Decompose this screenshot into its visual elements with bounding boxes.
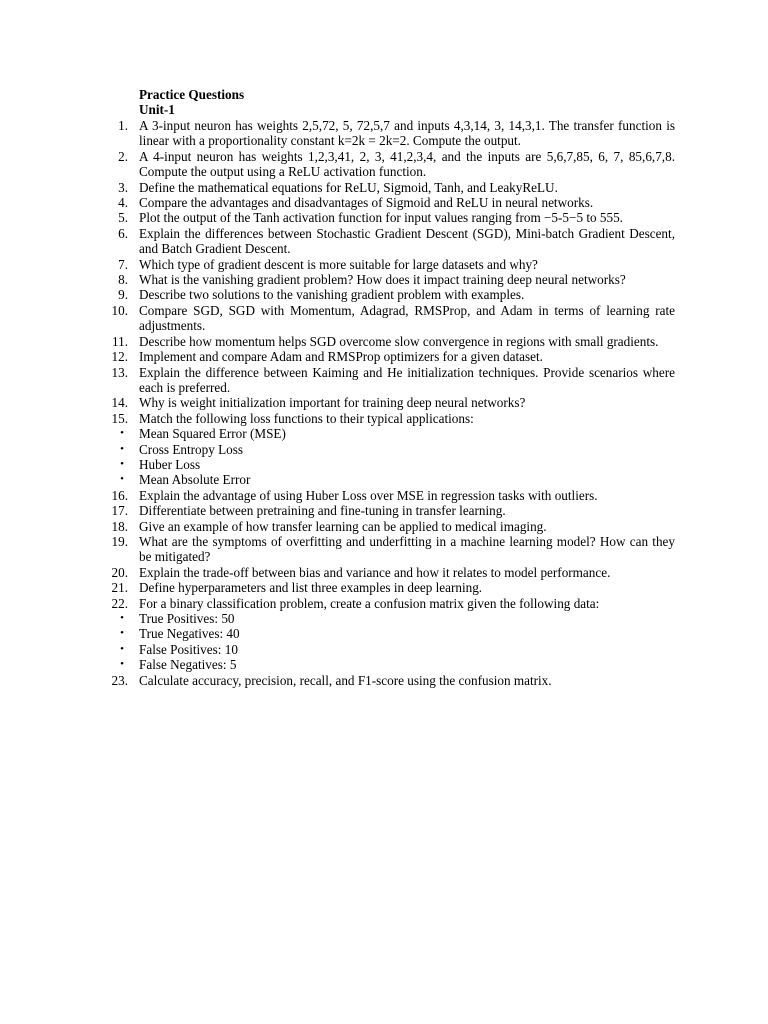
item-text: Differentiate between pretraining and fine-tuning in transfer learning. xyxy=(139,503,506,519)
item-number: 8. xyxy=(118,272,128,288)
bullet-item xyxy=(0,626,675,641)
list-item xyxy=(0,395,675,410)
list-item xyxy=(0,673,675,688)
item-text: Compare SGD, SGD with Momentum, Adagrad, RMSProp, and Adam in terms of learning rate adjustments. xyxy=(139,302,675,334)
list-item xyxy=(0,226,675,257)
item-text: Mean Squared Error (MSE) xyxy=(139,426,286,442)
question-list xyxy=(0,118,768,688)
bullet-item xyxy=(0,472,675,487)
list-item xyxy=(0,534,675,565)
list-item xyxy=(0,257,675,272)
list-item xyxy=(0,365,675,396)
item-number: 23. xyxy=(111,672,128,688)
item-text: Describe how momentum helps SGD overcome slow convergence in regions with small gradients. xyxy=(139,333,659,349)
list-item xyxy=(0,565,675,580)
item-text: Give an example of how transfer learning can be applied to medical imaging. xyxy=(139,518,547,534)
item-number: 18. xyxy=(111,518,128,534)
item-text: Explain the trade-off between bias and variance and how it relates to model performance. xyxy=(139,564,611,580)
item-number: 9. xyxy=(118,287,128,303)
item-text: Match the following loss functions to their typical applications: xyxy=(139,410,474,426)
item-number: 19. xyxy=(111,533,128,549)
list-item xyxy=(0,580,675,595)
item-text: True Positives: 50 xyxy=(139,611,235,626)
item-text: Compare the advantages and disadvantages of Sigmoid and ReLU in neural networks. xyxy=(139,195,594,211)
bullet-item xyxy=(0,657,675,672)
item-number: 5. xyxy=(118,210,128,226)
bullet-marker: • xyxy=(120,627,124,640)
list-item xyxy=(0,503,675,518)
item-number: 15. xyxy=(111,410,128,426)
item-text: Huber Loss xyxy=(139,456,201,472)
list-item xyxy=(0,349,675,364)
item-number: 16. xyxy=(111,487,128,503)
item-number: 10. xyxy=(111,302,128,318)
item-number: 12. xyxy=(111,349,128,365)
item-text: Explain the differences between Stochastic Gradient Descent (SGD), Mini-batch Gradient Descent, and Batch Gradient Descent. xyxy=(139,225,675,257)
list-item xyxy=(0,118,675,149)
item-text: Cross Entropy Loss xyxy=(139,441,244,457)
list-item xyxy=(0,303,675,334)
item-text: Describe two solutions to the vanishing gradient problem with examples. xyxy=(139,287,525,303)
list-item xyxy=(0,334,675,349)
item-number: 21. xyxy=(111,580,128,596)
item-number: 6. xyxy=(118,225,128,241)
bullet-marker: • xyxy=(120,612,124,624)
item-number: 2. xyxy=(118,148,128,164)
list-item xyxy=(0,149,675,180)
item-text: Define hyperparameters and list three examples in deep learning. xyxy=(139,580,483,596)
bullet-marker: • xyxy=(120,457,124,470)
bullet-item xyxy=(0,457,675,472)
item-number: 14. xyxy=(111,395,128,411)
item-text: Mean Absolute Error xyxy=(139,472,251,488)
bullet-item xyxy=(0,426,675,441)
item-text: Plot the output of the Tanh activation function for input values ranging from −5-5−5 to 555. xyxy=(139,210,623,226)
document-title: Practice Questions xyxy=(139,87,245,102)
list-item xyxy=(0,195,675,210)
bullet-item xyxy=(0,442,675,457)
item-text: What is the vanishing gradient problem? How does it impact training deep neural networks? xyxy=(139,272,626,288)
bullet-marker: • xyxy=(120,642,124,655)
unit-heading: Unit-1 xyxy=(139,102,175,118)
list-item xyxy=(0,210,675,225)
item-number: 4. xyxy=(118,195,128,211)
item-text: Calculate accuracy, precision, recall, and F1-score using the confusion matrix. xyxy=(139,672,552,688)
item-text: Implement and compare Adam and RMSProp optimizers for a given dataset. xyxy=(139,349,543,365)
item-number: 3. xyxy=(118,179,128,195)
item-number: 13. xyxy=(111,364,128,380)
bullet-marker: • xyxy=(120,427,124,440)
item-text: A 4-input neuron has weights 1,2,3,41, 2, 3, 41,2,3,4, and the inputs are 5,6,7,85, 6, 7, 85,6,7,8. Compute the output using a ReLU activation function. xyxy=(139,148,675,180)
item-number: 22. xyxy=(111,595,128,611)
bullet-item xyxy=(0,611,675,626)
bullet-marker: • xyxy=(120,473,124,486)
list-item xyxy=(0,180,675,195)
item-text: False Positives: 10 xyxy=(139,641,238,657)
item-text: Which type of gradient descent is more suitable for large datasets and why? xyxy=(139,256,538,272)
item-text: Why is weight initialization important for training deep neural networks? xyxy=(139,395,526,411)
item-text: Define the mathematical equations for ReLU, Sigmoid, Tanh, and LeakyReLU. xyxy=(139,179,558,195)
item-number: 11. xyxy=(112,333,128,349)
list-item xyxy=(0,411,675,426)
item-text: What are the symptoms of overfitting and underfitting in a machine learning model? How can they be mitigated? xyxy=(139,533,675,565)
item-text: Explain the difference between Kaiming and He initialization techniques. Provide scenarios where each is preferred. xyxy=(139,364,675,395)
bullet-item xyxy=(0,642,675,657)
item-number: 1. xyxy=(118,118,128,133)
list-item xyxy=(0,287,675,302)
list-item xyxy=(0,272,675,287)
item-number: 17. xyxy=(111,503,128,519)
item-text: Explain the advantage of using Huber Loss over MSE in regression tasks with outliers. xyxy=(139,487,598,503)
bullet-marker: • xyxy=(120,658,124,671)
item-number: 7. xyxy=(118,256,128,272)
item-number: 20. xyxy=(111,564,128,580)
item-text: True Negatives: 40 xyxy=(139,626,240,642)
item-text: A 3-input neuron has weights 2,5,72, 5, 72,5,7 and inputs 4,3,14, 3, 14,3,1. The transfer function is linear with a proportionality constant k=2k = 2k=2. Compute the output. xyxy=(139,118,675,149)
bullet-marker: • xyxy=(120,442,124,455)
list-item xyxy=(0,596,675,611)
item-text: For a binary classification problem, create a confusion matrix given the following data: xyxy=(139,595,600,611)
list-item xyxy=(0,519,675,534)
list-item xyxy=(0,488,675,503)
item-text: False Negatives: 5 xyxy=(139,657,237,673)
